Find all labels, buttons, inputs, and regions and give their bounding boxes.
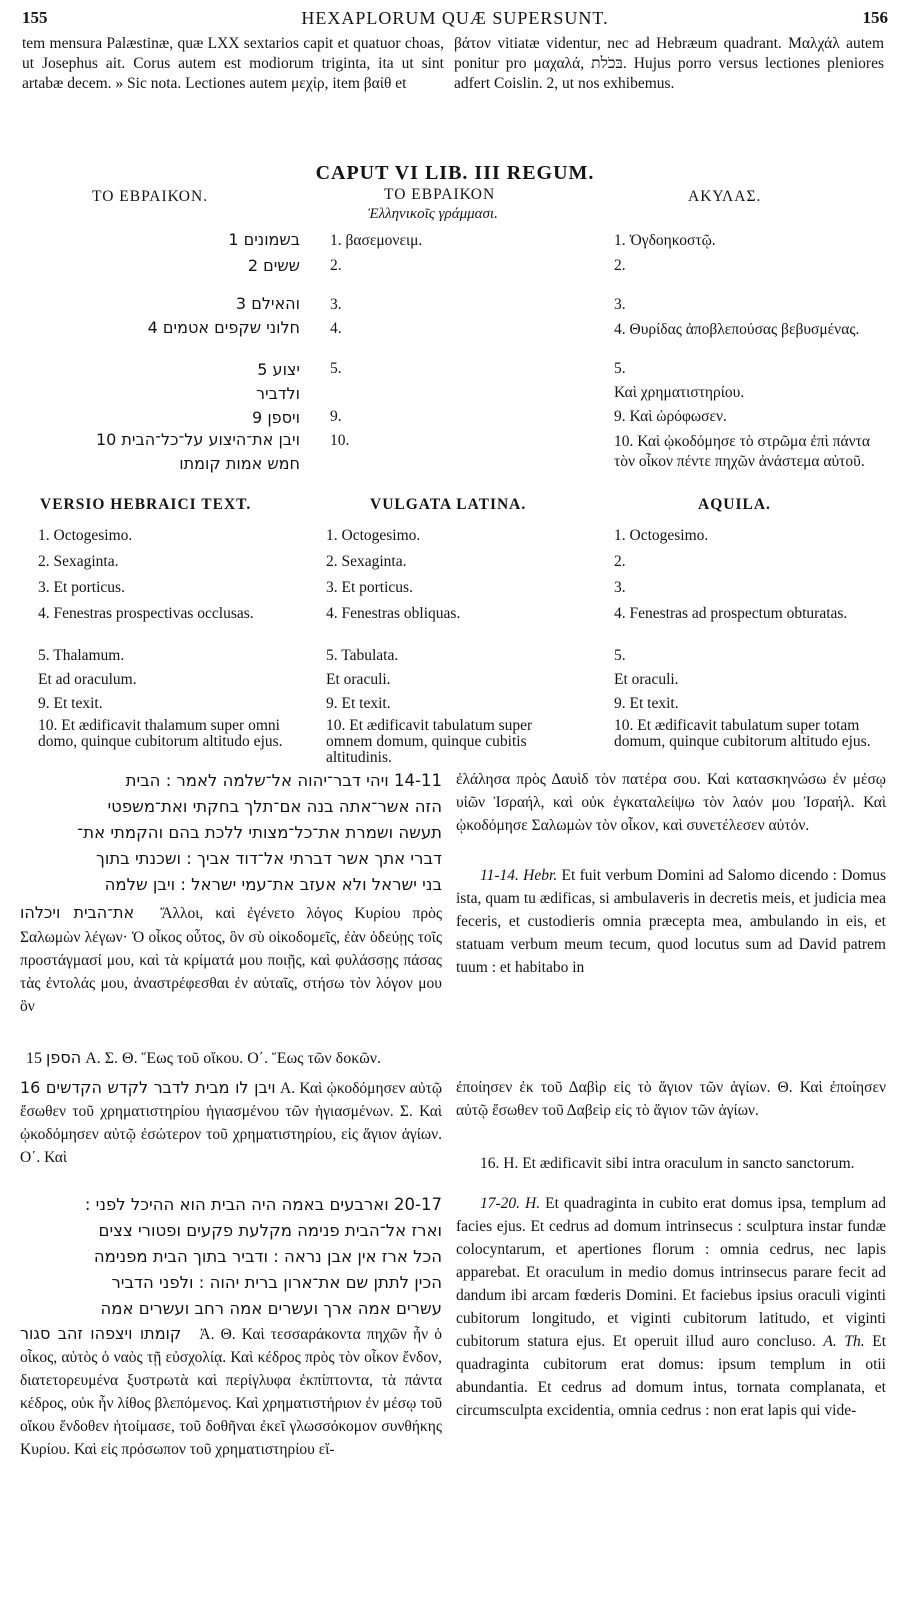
vulgata-line: 9. Et texit. bbox=[326, 695, 391, 712]
hebrew-line: הכל ארז אין אבן נראה : ודביר בתוך הבית מפנימה bbox=[93, 1247, 442, 1266]
heb-line: ולדביר bbox=[255, 384, 300, 403]
sec16-left bbox=[20, 1076, 442, 1169]
hebgreek-line: 9. bbox=[330, 408, 342, 425]
vulgata-line: Et oraculi. bbox=[326, 671, 391, 688]
aquila-latin-line: 2. bbox=[614, 553, 626, 570]
heb-line: ויבן את־היצוע על־כל־הבית 10 bbox=[95, 430, 300, 449]
heb-line: יצוע 5 bbox=[257, 360, 300, 379]
aquila-latin-line: 1. Octogesimo. bbox=[614, 527, 709, 544]
latin-label: 11-14. Hebr. bbox=[480, 867, 558, 884]
hebrew-line: וארז אל־הבית פנימה מקלעת פקעים ופטורי צצים bbox=[98, 1221, 442, 1240]
aquila-greek-line: 2. bbox=[614, 257, 626, 274]
aquila-latin-line: 10. Et ædificavit tabulatum super totam domum, quinque cubitorum altitudo ejus. bbox=[614, 717, 871, 750]
latin-text: Et fuit verbum Domini ad Salomo dicendo : Domus ista, quam tu ædificas, si ambulaveris in decretis meis, et judicia mea feceris, et custodieris omnia præcepta mea, ambulando in eis, et statuam verbum meum tecum, quod locutus sum ad David patrem tuum : et habitabo in bbox=[456, 867, 887, 976]
col-head-aquila-latin: AQUILA. bbox=[698, 496, 771, 513]
hebrew-line: הכין לתתן שם את־ארון ברית יהוה : ולפני הדביר bbox=[111, 1273, 442, 1292]
vulgata-line: 1. Octogesimo. bbox=[326, 527, 421, 544]
versio-line: Et ad oraculum. bbox=[38, 671, 137, 688]
versio-line: 3. Et porticus. bbox=[38, 579, 125, 596]
hebrew-line: קומתו ויצפהו זהב סגור bbox=[20, 1324, 182, 1343]
heb-line: חלוני שקפים אטמים 4 bbox=[147, 318, 300, 337]
sec17-greek-left bbox=[20, 1322, 442, 1461]
greek-text: Ἄλλοι, καὶ ἐγένετο λόγος Κυρίου πρὸς Σαλωμὼν λέγων· Ὁ οἶκος οὗτος, ὃν σὺ οἰκοδομεῖς, ἐὰν ὁδεύῃς τοῖς προστάγμασί μου, καὶ τὰ κρίματά μου ποιῇς, καὶ φυλάσσῃς πάσας τὰς ἐντολάς μου, ἀναστρέφεσθαι ἐν αὐταῖς, στήσω τὸν λόγον μου ὃν bbox=[20, 905, 442, 1015]
latin-label: 17-20. H. bbox=[480, 1195, 541, 1212]
hebrew-line: 20-17 וארבעים באמה היה הבית הוא ההיכל לפני : bbox=[84, 1195, 442, 1214]
sec17-right-latin bbox=[456, 1192, 886, 1422]
hebgreek-line: 2. bbox=[330, 257, 342, 274]
col-head-hebrew: ΤΟ ΕΒΡΑΙΚΟΝ. bbox=[92, 188, 209, 205]
aquila-greek-line: 4. Θυρίδας ἀποβλεπούσας βεβυσμένας. bbox=[614, 321, 860, 338]
sec17-hebrew-block bbox=[20, 1192, 442, 1322]
hebgreek-line: 10. bbox=[330, 432, 350, 449]
greek-text: Ἀ. Θ. Καὶ τεσσαράκοντα πηχῶν ἦν ὁ οἶκος, αὐτὸς ὁ ναὸς τῇ εὐσχολίᾳ. Καὶ κέδρος πρὸς τὸν οἶκον ἔνδον, διατετορευμένα ξυστρωτὰ καὶ περίγλυφα ἐκπίπτοντα, τὰ πάντα κέδρος, οὐκ ἦν λίθος βλεπόμενος. Καὶ χρηματιστήριον ἐν μέσῳ τοῦ οἴκου ἔνδοθεν ἡτοίμασε, τοῦ δοθῆναι ἐκεῖ γλωσσόκομον συνθήκης Κυρίου. Καὶ εἰς πρόσωπον τοῦ χρηματιστηρίου εἴ- bbox=[20, 1326, 443, 1458]
aquila-greek-line: Καὶ χρηματιστηρίου. bbox=[614, 384, 745, 401]
versio-line: 4. Fenestras prospectivas occlusas. bbox=[38, 605, 254, 622]
hebrew-line: דברי אתך אשר דברתי אל־דוד אביך : ושכנתי בתוך bbox=[95, 849, 442, 868]
hebrew-line: עשרים אמה ארך ועשרים אמה רחב ועשרים אמה bbox=[100, 1299, 442, 1318]
vulgata-line: 3. Et porticus. bbox=[326, 579, 413, 596]
chapter-title: CAPUT VI LIB. III REGUM. bbox=[315, 162, 595, 184]
col-head-hebgreek-sub: Ἑλληνικοῖς γράμμασι. bbox=[368, 206, 498, 222]
aquila-greek-line: 9. Καὶ ὠρόφωσεν. bbox=[614, 408, 727, 425]
heb-line: ויספן 9 bbox=[252, 408, 300, 427]
hebrew-line: בני ישראל ולא אעזב את־עמי ישראל : ויבן שלמה bbox=[104, 875, 442, 894]
sec1-greek-left bbox=[20, 900, 442, 1018]
aquila-latin-column bbox=[614, 526, 876, 750]
aquila-latin-line: 4. Fenestras ad prospectum obturatas. bbox=[614, 605, 848, 622]
hebrew-word: הספן bbox=[46, 1048, 82, 1067]
hebrew-line: תעשה ושמרת את־כל־מצותי ללכת בהם והקמתי את־ bbox=[77, 823, 442, 842]
aquila-greek-line: 1. Ὀγδοηκοστῷ. bbox=[614, 232, 716, 249]
versio-line: 10. Et ædificavit thalamum super omni domo, quinque cubitorum altitudo ejus. bbox=[38, 717, 283, 750]
aquila-latin-line: 9. Et texit. bbox=[614, 695, 679, 712]
col-head-aquila-greek: ΑΚΥΛΑΣ. bbox=[688, 188, 762, 205]
versio-column bbox=[28, 526, 290, 750]
aquila-greek-line: 5. bbox=[614, 360, 626, 377]
vulgata-line: 4. Fenestras obliquas. bbox=[326, 605, 461, 622]
versio-line: 2. Sexaginta. bbox=[38, 553, 119, 570]
verse-15-text: 15 Α. Σ. Θ. Ἕως τοῦ οἴκου. Ο΄. Ἕως τῶν δοκῶν. bbox=[26, 1050, 382, 1067]
hebgreek-line: 1. βασεμονειμ. bbox=[330, 232, 423, 249]
vulgata-line: 5. Tabulata. bbox=[326, 647, 399, 664]
vulgata-column bbox=[326, 526, 562, 766]
intro-left: tem mensura Palæstinæ, quæ LXX sextarios capit et quatuor choas, ut Josephus ait. Corus autem est modiorum triginta, ita ut sint artabæ decem. » Sic nota. Lectiones autem μεχίρ, item βαίθ et bbox=[22, 35, 444, 92]
verse-15 bbox=[20, 1048, 890, 1068]
sec16-right-latin: 16. H. Et ædificavit sibi intra oraculum in sancto sanctorum. bbox=[480, 1155, 855, 1172]
running-head: HEXAPLORUM QUÆ SUPERSUNT. bbox=[301, 8, 609, 28]
vulgata-line: 10. Et ædificavit tabulatum super omnem domum, quinque cubitis altitudinis. bbox=[326, 717, 533, 766]
hebrew-line: ויבן לו מבית לדבר לקדש הקדשים 16 bbox=[20, 1078, 276, 1097]
col-head-versio: VERSIO HEBRAICI TEXT. bbox=[40, 496, 252, 513]
hebrew-line: הזה אשר־אתה בנה אם־תלך בחקתי ואת־משפטי bbox=[107, 797, 442, 816]
heb-line: בשמונים 1 bbox=[228, 230, 300, 249]
versio-line: 9. Et texit. bbox=[38, 695, 103, 712]
sec16-right-greek: ἐποίησεν ἐκ τοῦ Δαβὶρ εἰς τὸ ἅγιον τῶν ἁγίων. Θ. Καὶ ἐποίησεν αὐτῷ ἔσωθεν τοῦ Δαβεὶρ εἰς τὸ ἅγιον τῶν ἁγίων. bbox=[456, 1079, 886, 1119]
latin-text: Et quadraginta cubitorum erat domus: ipsum templum in otii abundantia. Et cedrus ad domum intus, tornata complanata, et circumsculpta excidentia, omnia cedrus : non erat lapis qui vide- bbox=[456, 1333, 887, 1419]
hebgreek-line: 4. bbox=[330, 320, 342, 337]
col-head-hebgreek: ΤΟ ΕΒΡΑΙΚΟΝ bbox=[384, 186, 496, 203]
page-number-left: 155 bbox=[22, 8, 48, 27]
sec1-hebrew-block bbox=[20, 768, 442, 898]
versio-line: 5. Thalamum. bbox=[38, 647, 125, 664]
hebgreek-line: 3. bbox=[330, 296, 342, 313]
sec1-greek-right: ἐλάλησα πρὸς Δαυὶδ τὸν πατέρα σου. Καὶ κατασκηνώσω ἐν μέσῳ υἱῶν Ἰσραήλ, καὶ οὐκ ἐγκαταλείψω τὸν λαόν μου Ἰσραήλ. Καὶ ᾠκοδόμησε Σαλωμὼν τὸν οἶκον, καὶ συνετέλεσεν αὐτόν. bbox=[456, 771, 886, 834]
greek-text: Α. Καὶ ᾠκοδόμησεν αὐτῷ ἔσωθεν τοῦ χρηματιστηρίου ἡγιασμένου τῶν ἡγιασμένων. Σ. Καὶ ᾠκοδόμησεν αὐτῷ ἐσώτερον τοῦ χρηματιστηρίου, εἰς ἅγιον ἁγίων. Ο΄. Καὶ bbox=[20, 1080, 443, 1166]
hebrew-line: 14-11 ויהי דבר־יהוה אל־שלמה לאמר : הבית bbox=[125, 771, 442, 790]
aquila-latin-line: 5. bbox=[614, 647, 626, 664]
latin-text: Et quadraginta in cubito erat domus ipsa, templum ad facies ejus. Et cedrus ad domum intrinsecus : sculptura instar fundæ colocyntarum, et apertiones florum : omnia cedrus, nec lapis apparebat. Et oraculum in medio domus intrinsecus parare fecit ad dandum ibi arcam fœderis Domini. Et faciebus ipsius oraculi viginti cubitorum longitudo, et viginti cubitorum latitudo, et viginti cubitorum statura ejus. Et operuit illud auro concluso. bbox=[456, 1195, 886, 1350]
page-number-right: 156 bbox=[862, 8, 888, 27]
hebrew-line: את־הבית ויכלהו bbox=[20, 903, 135, 922]
vulgata-line: 2. Sexaginta. bbox=[326, 553, 407, 570]
latin-label: A. Th. bbox=[823, 1333, 865, 1350]
heb-line: והאילם 3 bbox=[235, 294, 300, 313]
versio-line: 1. Octogesimo. bbox=[38, 527, 133, 544]
hebgreek-line: 5. bbox=[330, 360, 342, 377]
aquila-greek-line: 10. Καὶ ᾠκοδόμησε τὸ στρῶμα ἐπὶ πάντα τὸν οἶκον πέντε πηχῶν ἀνάστεμα αὐτοῦ. bbox=[614, 433, 871, 470]
aquila-greek-line: 3. bbox=[614, 296, 626, 313]
sec1-latin-right bbox=[456, 864, 886, 979]
intro-right: βάτον vitiatæ videntur, nec ad Hebræum quadrant. Μαλχάλ autem ponitur pro μαχαλά, בּכֹלת. Hujus porro versus lectiones pleniores adfert Coislin. 2, ut nos exhibemus. bbox=[454, 35, 884, 92]
col-head-vulgata: VULGATA LATINA. bbox=[370, 496, 527, 513]
heb-line: ששים 2 bbox=[247, 256, 300, 275]
aquila-latin-line: 3. bbox=[614, 579, 626, 596]
aquila-latin-line: Et oraculi. bbox=[614, 671, 679, 688]
heb-line: חמש אמות קומתו bbox=[179, 454, 300, 473]
